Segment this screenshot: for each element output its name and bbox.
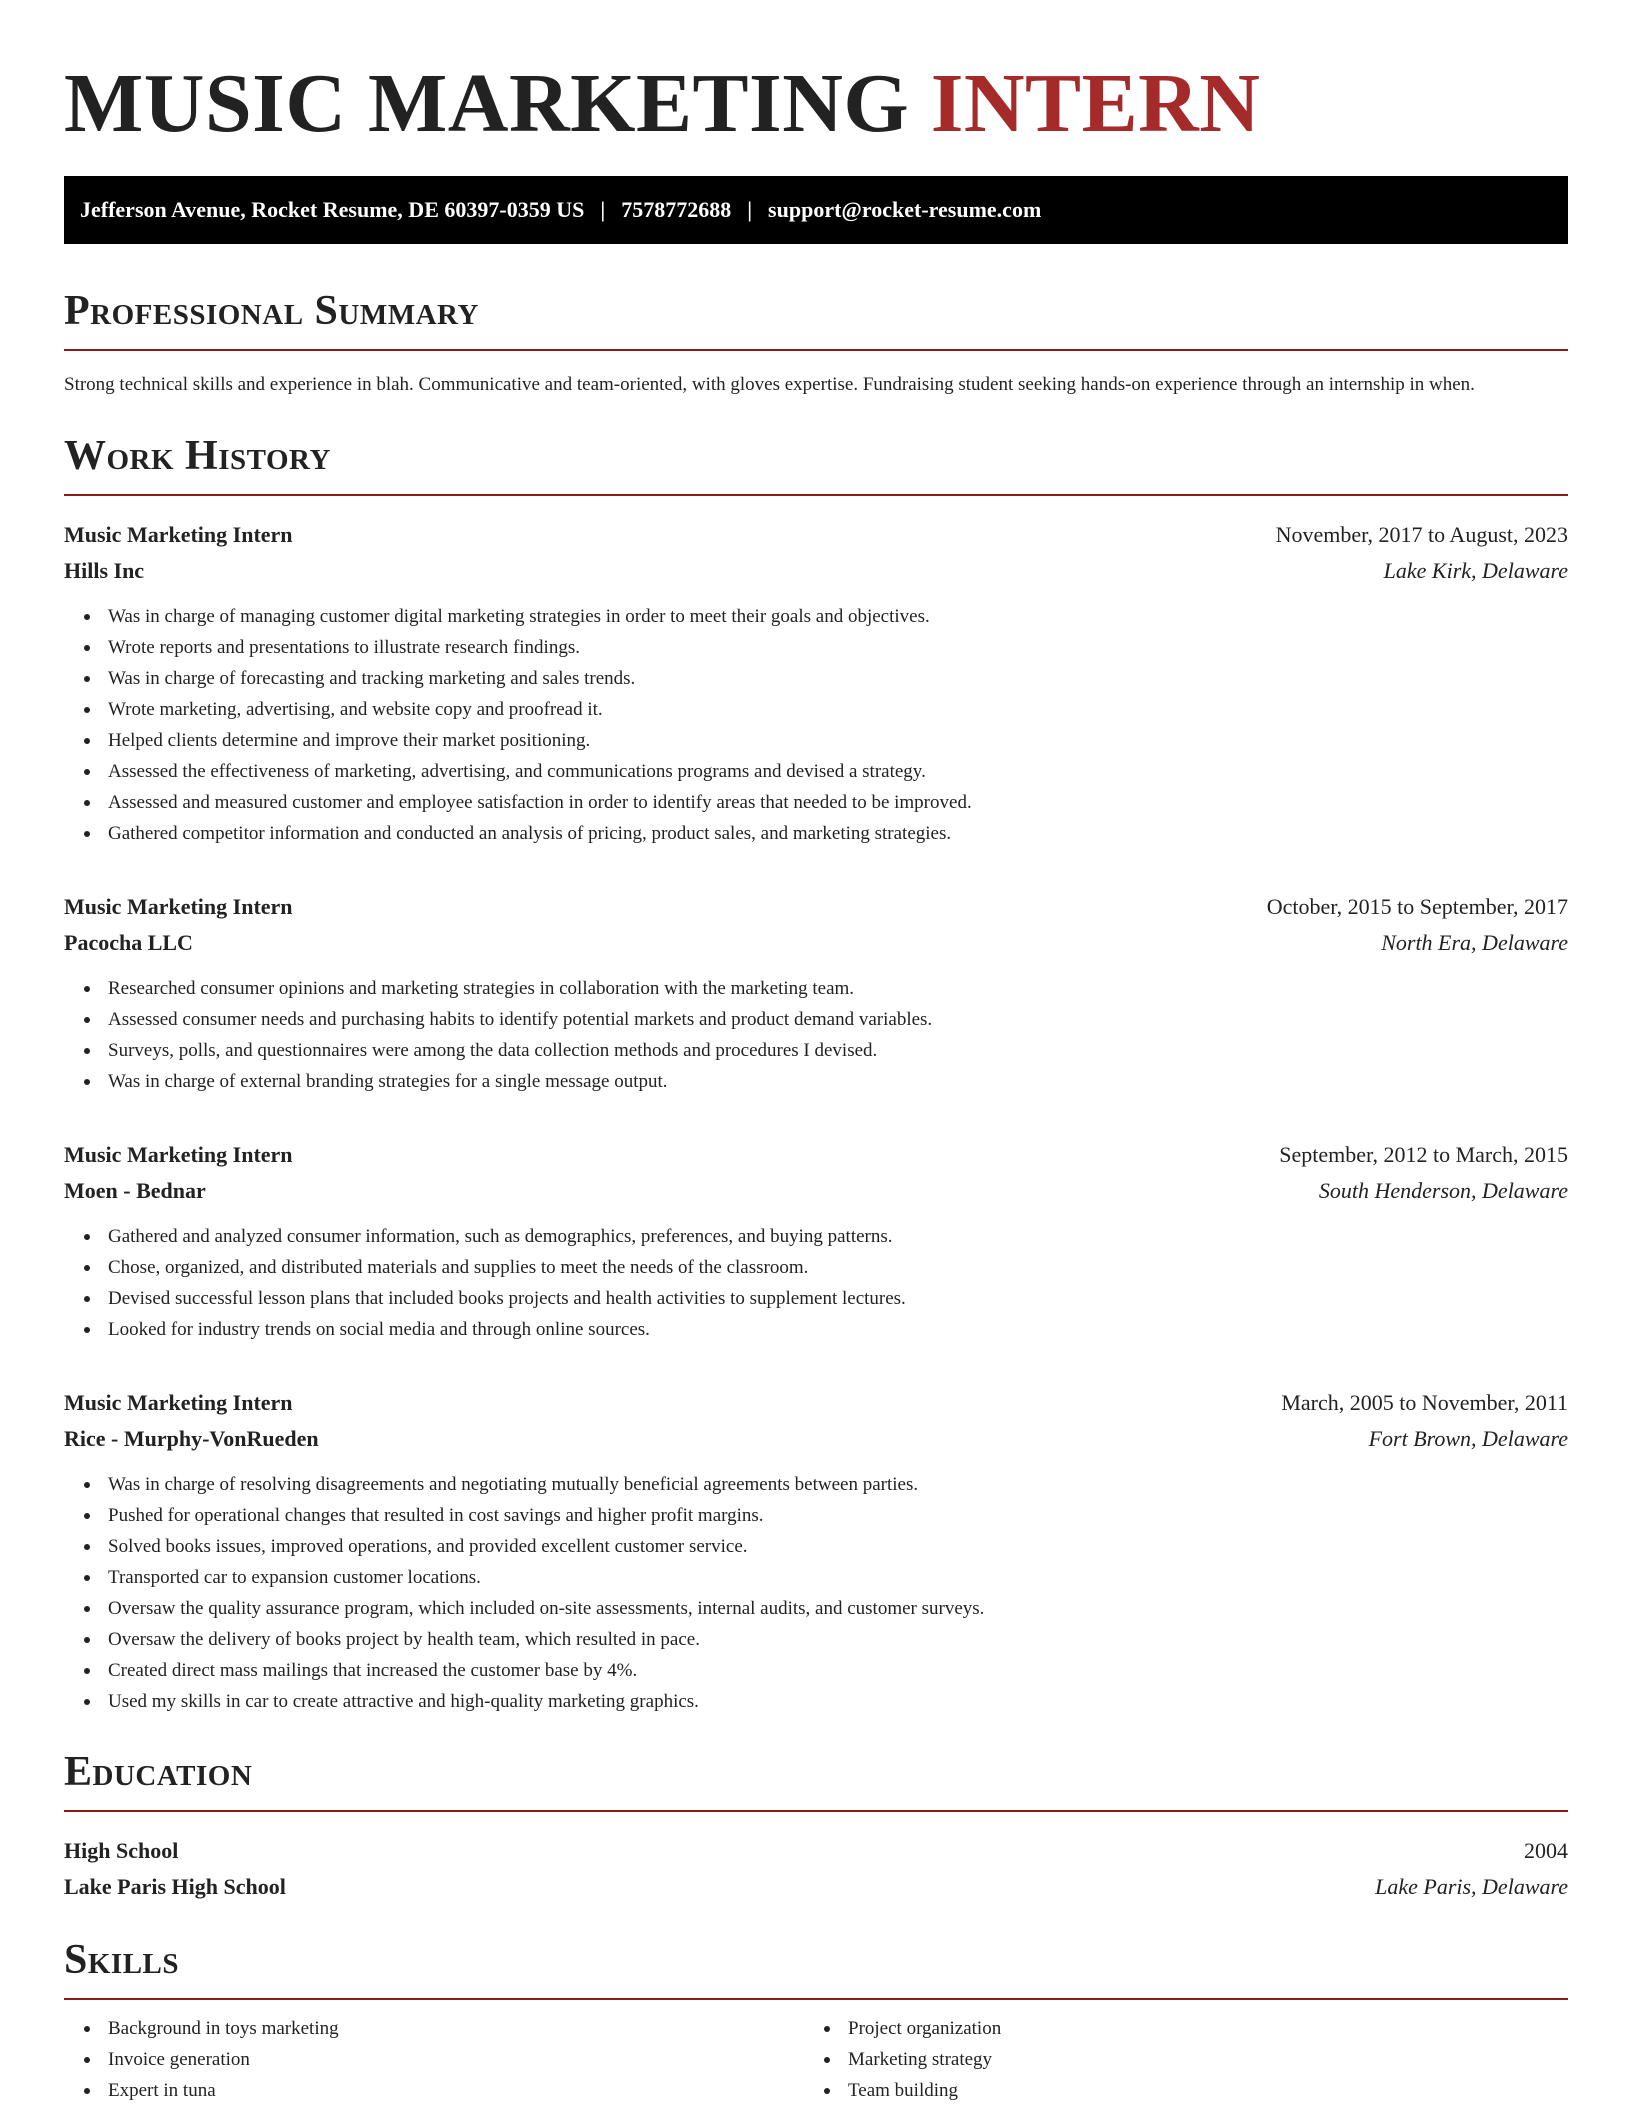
job-bullet: Used my skills in car to create attractive and high-quality marketing graphics. xyxy=(108,1686,1568,1717)
job-bullet: Assessed consumer needs and purchasing habits to identify potential markets and product demand variables. xyxy=(108,1004,1568,1035)
education-entry xyxy=(64,1833,1568,1905)
job-dates: October, 2015 to September, 2017 xyxy=(1266,894,1568,919)
contact-separator: | xyxy=(600,197,606,222)
job-bullet: Assessed the effectiveness of marketing, advertising, and communications programs and devised a strategy. xyxy=(108,756,1568,787)
job-bullet-list xyxy=(64,973,1568,1097)
job-title: Music Marketing Intern xyxy=(64,894,293,919)
job-bullet: Assessed and measured customer and employee satisfaction in order to identify areas that needed to be improved. xyxy=(108,787,1568,818)
job-header-row xyxy=(64,889,1568,925)
job-bullet: Oversaw the delivery of books project by health team, which resulted in pace. xyxy=(108,1624,1568,1655)
job-company-row xyxy=(64,1421,1568,1457)
job-location: Lake Kirk, Delaware xyxy=(1383,558,1568,583)
job-header-row xyxy=(64,1385,1568,1421)
section-divider xyxy=(64,1998,1568,2000)
job-entry xyxy=(64,889,1568,1097)
job-company-row xyxy=(64,925,1568,961)
section-divider xyxy=(64,494,1568,496)
job-bullet: Surveys, polls, and questionnaires were among the data collection methods and procedures I devised. xyxy=(108,1035,1568,1066)
skill-item: Background in toys marketing xyxy=(108,2013,804,2044)
skills-list xyxy=(64,2013,804,2106)
skill-item: Invoice generation xyxy=(108,2044,804,2075)
job-entry xyxy=(64,1385,1568,1717)
section-heading-education: Education xyxy=(64,1749,253,1795)
skills-section xyxy=(64,1935,1568,2106)
summary-text: Strong technical skills and experience in blah. Communicative and team-oriented, with gloves expertise. Fundraising student seeking hands-on experience through an internship in when. xyxy=(64,374,1475,395)
education-header-row xyxy=(64,1833,1568,1869)
section-divider xyxy=(64,349,1568,351)
job-company-row xyxy=(64,553,1568,589)
section-heading-work-history: Work History xyxy=(64,433,331,479)
job-bullet-list xyxy=(64,1221,1568,1345)
skills-column-right xyxy=(804,2013,1544,2106)
title-main: MUSIC MARKETING xyxy=(64,57,910,150)
education-section xyxy=(64,1747,1568,1905)
job-company: Rice - Murphy-VonRueden xyxy=(64,1426,319,1451)
job-bullet: Solved books issues, improved operations, and provided excellent customer service. xyxy=(108,1531,1568,1562)
education-school: Lake Paris High School xyxy=(64,1874,286,1899)
job-bullet: Oversaw the quality assurance program, which included on-site assessments, internal audits, and customer surveys. xyxy=(108,1593,1568,1624)
job-bullet-list xyxy=(64,1469,1568,1717)
skills-list xyxy=(804,2013,1544,2106)
contact-email: support@rocket-resume.com xyxy=(768,197,1042,222)
job-bullet: Wrote marketing, advertising, and website copy and proofread it. xyxy=(108,694,1568,725)
job-bullet: Gathered competitor information and conducted an analysis of pricing, product sales, and marketing strategies. xyxy=(108,818,1568,849)
skill-item: Expert in tuna xyxy=(108,2075,804,2106)
title-accent: INTERN xyxy=(930,57,1261,150)
job-title: Music Marketing Intern xyxy=(64,522,293,547)
education-degree: High School xyxy=(64,1838,179,1863)
section-heading-summary: Professional Summary xyxy=(64,288,479,334)
job-bullet: Was in charge of resolving disagreements and negotiating mutually beneficial agreements between parties. xyxy=(108,1469,1568,1500)
job-company: Moen - Bednar xyxy=(64,1178,206,1203)
job-bullet: Transported car to expansion customer locations. xyxy=(108,1562,1568,1593)
job-bullet: Chose, organized, and distributed materials and supplies to meet the needs of the classroom. xyxy=(108,1252,1568,1283)
skill-item: Project organization xyxy=(848,2013,1544,2044)
job-bullet: Created direct mass mailings that increased the customer base by 4%. xyxy=(108,1655,1568,1686)
contact-bar xyxy=(64,176,1568,244)
contact-phone: 7578772688 xyxy=(621,197,732,222)
job-company: Pacocha LLC xyxy=(64,930,193,955)
job-dates: March, 2005 to November, 2011 xyxy=(1281,1390,1568,1415)
job-header-row xyxy=(64,517,1568,553)
job-bullet: Was in charge of managing customer digital marketing strategies in order to meet their goals and objectives. xyxy=(108,601,1568,632)
job-title: Music Marketing Intern xyxy=(64,1142,293,1167)
job-dates: September, 2012 to March, 2015 xyxy=(1279,1142,1568,1167)
work-history-section xyxy=(64,431,1568,1717)
contact-address: Jefferson Avenue, Rocket Resume, DE 60397-0359 US xyxy=(80,197,585,222)
job-title: Music Marketing Intern xyxy=(64,1390,293,1415)
job-header-row xyxy=(64,1137,1568,1173)
job-location: North Era, Delaware xyxy=(1381,930,1568,955)
education-location: Lake Paris, Delaware xyxy=(1375,1874,1568,1899)
resume-page xyxy=(64,0,1568,2106)
job-bullet: Researched consumer opinions and marketing strategies in collaboration with the marketing team. xyxy=(108,973,1568,1004)
job-bullet: Devised successful lesson plans that included books projects and health activities to supplement lectures. xyxy=(108,1283,1568,1314)
skill-item: Team building xyxy=(848,2075,1544,2106)
job-bullet: Pushed for operational changes that resulted in cost savings and higher profit margins. xyxy=(108,1500,1568,1531)
job-bullet-list xyxy=(64,601,1568,849)
job-bullet: Wrote reports and presentations to illustrate research findings. xyxy=(108,632,1568,663)
skill-item: Marketing strategy xyxy=(848,2044,1544,2075)
education-year: 2004 xyxy=(1524,1838,1568,1863)
section-divider xyxy=(64,1810,1568,1812)
job-bullet: Looked for industry trends on social media and through online sources. xyxy=(108,1314,1568,1345)
job-entry xyxy=(64,1137,1568,1345)
job-company: Hills Inc xyxy=(64,558,145,583)
job-entry xyxy=(64,517,1568,849)
job-location: South Henderson, Delaware xyxy=(1318,1178,1568,1203)
resume-title xyxy=(64,0,1568,152)
job-location: Fort Brown, Delaware xyxy=(1368,1426,1568,1451)
skills-grid xyxy=(64,2013,1568,2106)
job-dates: November, 2017 to August, 2023 xyxy=(1275,522,1568,547)
summary-section xyxy=(64,286,1568,400)
education-school-row xyxy=(64,1869,1568,1905)
contact-separator: | xyxy=(747,197,753,222)
skills-column-left xyxy=(64,2013,804,2106)
job-company-row xyxy=(64,1173,1568,1209)
section-heading-skills: Skills xyxy=(64,1937,180,1983)
job-bullet: Was in charge of external branding strategies for a single message output. xyxy=(108,1066,1568,1097)
job-bullet: Helped clients determine and improve their market positioning. xyxy=(108,725,1568,756)
job-bullet: Was in charge of forecasting and tracking marketing and sales trends. xyxy=(108,663,1568,694)
job-bullet: Gathered and analyzed consumer information, such as demographics, preferences, and buying patterns. xyxy=(108,1221,1568,1252)
